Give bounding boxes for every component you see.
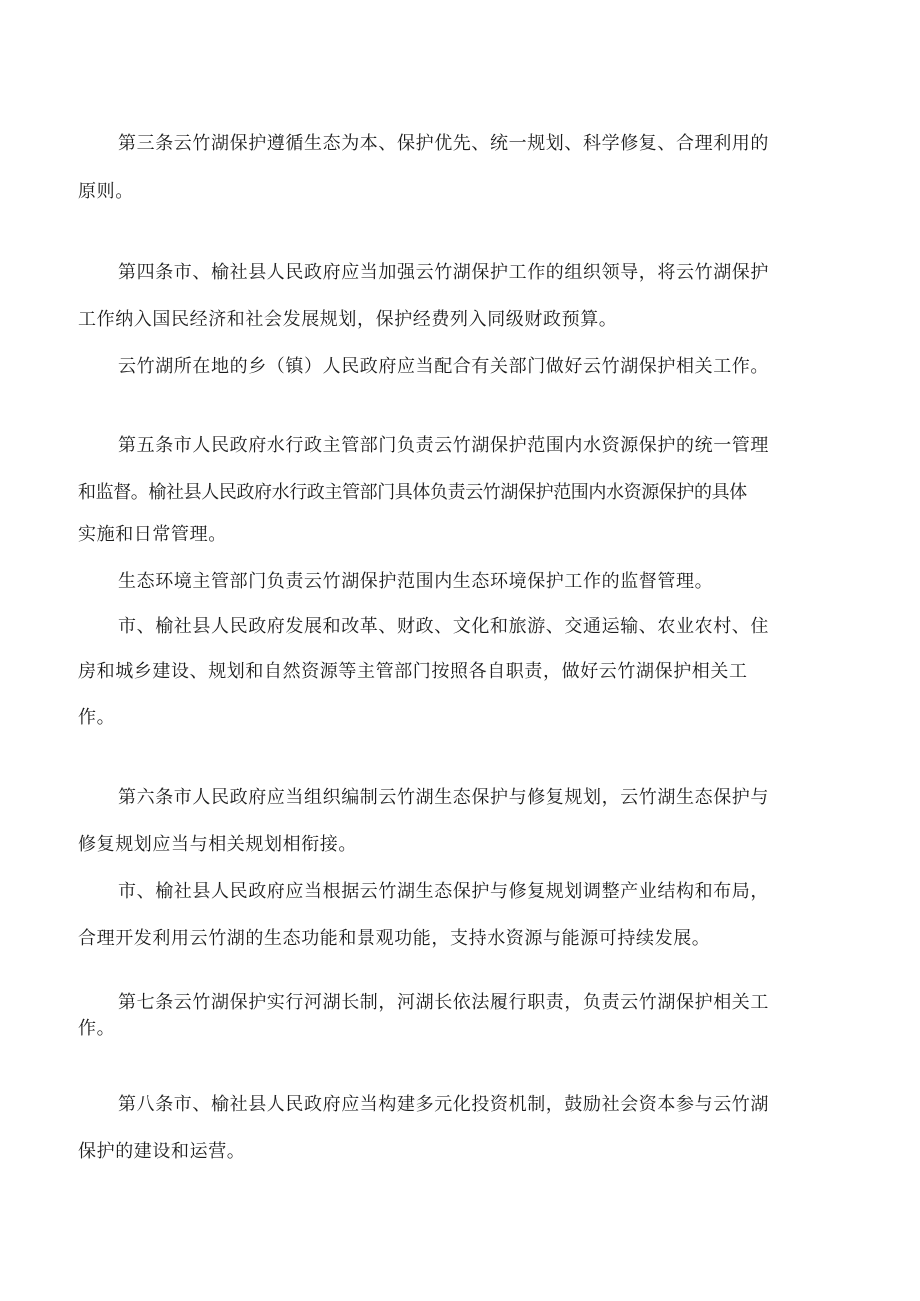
text-line: 云竹湖所在地的乡（镇）人民政府应当配合有关部门做好云竹湖保护相关工作。 — [118, 356, 769, 377]
text-line: 市、榆社县人民政府应当根据云竹湖生态保护与修复规划调整产业结构和布局， — [118, 881, 769, 902]
text-line: 第八条市、榆社县人民政府应当构建多元化投资机制，鼓励社会资本参与云竹湖 — [118, 1094, 769, 1115]
text-line: 第七条云竹湖保护实行河湖长制，河湖长依法履行职责，负责云竹湖保护相关工 — [118, 992, 769, 1013]
text-line: 作。 — [78, 1018, 116, 1039]
text-line: 实施和日常管理。 — [78, 524, 227, 545]
text-line: 第六条市人民政府应当组织编制云竹湖生态保护与修复规划，云竹湖生态保护与 — [118, 787, 769, 808]
text-line: 修复规划应当与相关规划相衔接。 — [78, 834, 357, 855]
text-line: 保护的建设和运营。 — [78, 1141, 246, 1162]
text-line: 第三条云竹湖保护遵循生态为本、保护优先、统一规划、科学修复、合理利用的 — [118, 133, 769, 154]
text-line: 作。 — [78, 707, 116, 728]
text-line: 第五条市人民政府水行政主管部门负责云竹湖保护范围内水资源保护的统一管理 — [118, 435, 769, 456]
text-line: 房和城乡建设、规划和自然资源等主管部门按照各自职责，做好云竹湖保护相关工 — [78, 661, 748, 682]
text-line: 合理开发利用云竹湖的生态功能和景观功能，支持水资源与能源可持续发展。 — [78, 928, 711, 949]
text-line: 原则。 — [78, 181, 134, 202]
text-line: 市、榆社县人民政府发展和改革、财政、文化和旅游、交通运输、农业农村、住 — [118, 616, 769, 637]
text-line: 工作纳入国民经济和社会发展规划，保护经费列入同级财政预算。 — [78, 309, 618, 330]
text-line: 生态环境主管部门负责云竹湖保护范围内生态环境保护工作的监督管理。 — [118, 571, 714, 592]
text-line: 和监督。榆社县人民政府水行政主管部门具体负责云竹湖保护范围内水资源保护的具体 — [78, 482, 747, 503]
text-line: 第四条市、榆社县人民政府应当加强云竹湖保护工作的组织领导，将云竹湖保护 — [118, 262, 769, 283]
